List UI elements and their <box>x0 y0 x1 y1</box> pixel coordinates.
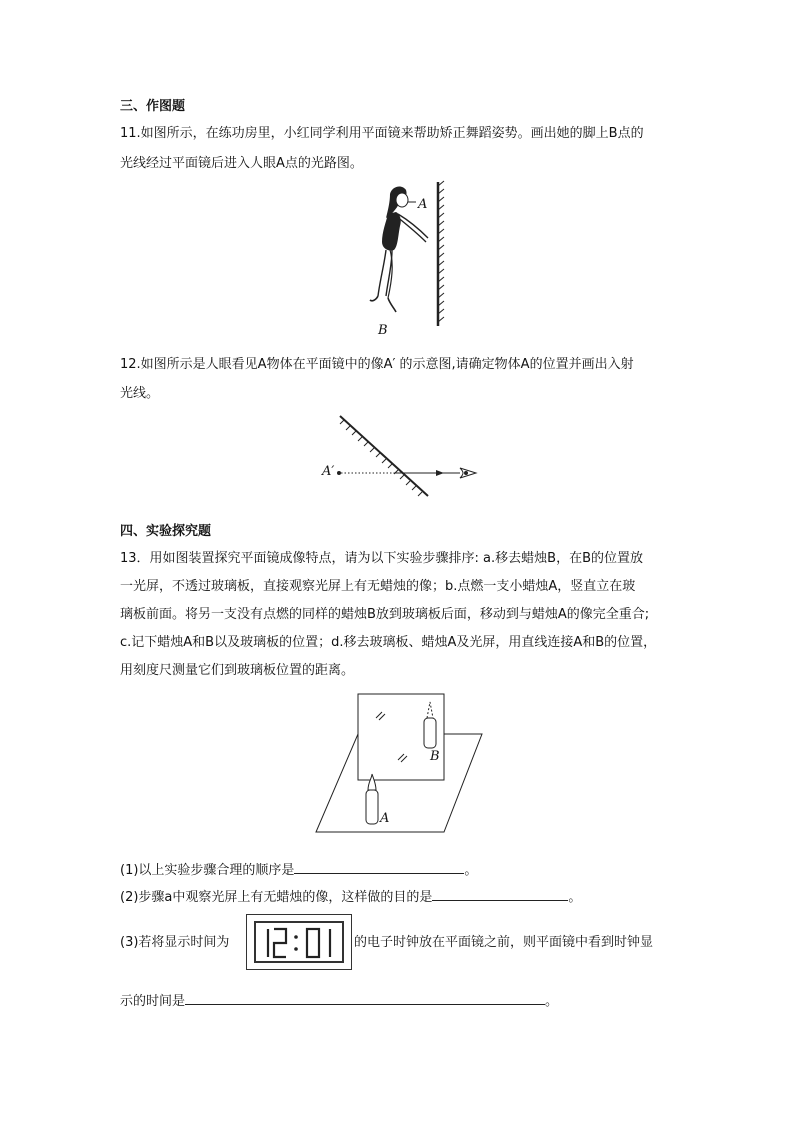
question-13-sub-1: (1)以上实验步骤合理的顺序是 。 <box>120 859 477 880</box>
question-13-line-1: 13．用如图装置探究平面镜成像特点，请为以下实验步骤排序: a.移去蜡烛B，在B的位置放 <box>120 551 643 566</box>
question-13-line-5: 用刻度尺测量它们到玻璃板位置的距离。 <box>120 663 355 678</box>
digital-clock <box>246 914 352 970</box>
answer-blank-1[interactable] <box>294 859 464 874</box>
clock-display <box>256 923 344 963</box>
section-heading-experiment: 四、实验探究题 <box>120 524 212 539</box>
question-13-line-4: c.记下蜡烛A和B以及玻璃板的位置；d.移去玻璃板、蜡烛A及光屏，用直线连接A和B的位置， <box>120 635 657 650</box>
section-heading-drawing: 三、作图题 <box>120 99 186 114</box>
answer-blank-3[interactable] <box>185 990 545 1005</box>
question-13-sub-3-prefix: (3)若将显示时间为 <box>120 935 230 950</box>
question-11-line-1: 11.如图所示，在练功房里，小红同学利用平面镜来帮助矫正舞蹈姿势。画出她的脚上B点的 <box>120 126 644 141</box>
question-13-sub-3-line-2: 示的时间是 。 <box>120 990 558 1011</box>
question-12-line-2: 光线。 <box>120 386 160 401</box>
label-a-prime: A′ <box>322 464 335 479</box>
question-13-sub-2: (2)步骤a中观察光屏上有无蜡烛的像，这样做的目的是 。 <box>120 886 581 907</box>
glass-plate-candle-figure <box>310 690 490 838</box>
label-candle-b: B <box>430 749 440 764</box>
question-11-line-2: 光线经过平面镜后进入人眼A点的光路图。 <box>120 156 363 171</box>
question-13-line-2: 一光屏，不透过玻璃板，直接观察光屏上有无蜡烛的像；b.点燃一支小蜡烛A，竖直立在玻 <box>120 579 636 594</box>
label-a-eye: A <box>418 197 428 212</box>
inclined-mirror-figure <box>320 410 490 500</box>
question-13-sub-3-middle: 的电子时钟放在平面镜之前，则平面镜中看到时钟显 <box>354 935 654 950</box>
dancer-mirror-figure <box>350 180 460 340</box>
answer-blank-2[interactable] <box>432 886 568 901</box>
label-candle-a: A <box>380 811 390 826</box>
label-b-foot: B <box>378 323 388 338</box>
question-13-line-3: 璃板前面。将另一支没有点燃的同样的蜡烛B放到玻璃板后面，移动到与蜡烛A的像完全重合; <box>120 607 650 622</box>
question-12-line-1: 12.如图所示是人眼看见A物体在平面镜中的像A′ 的示意图,请确定物体A的位置并画出入射 <box>120 357 634 372</box>
